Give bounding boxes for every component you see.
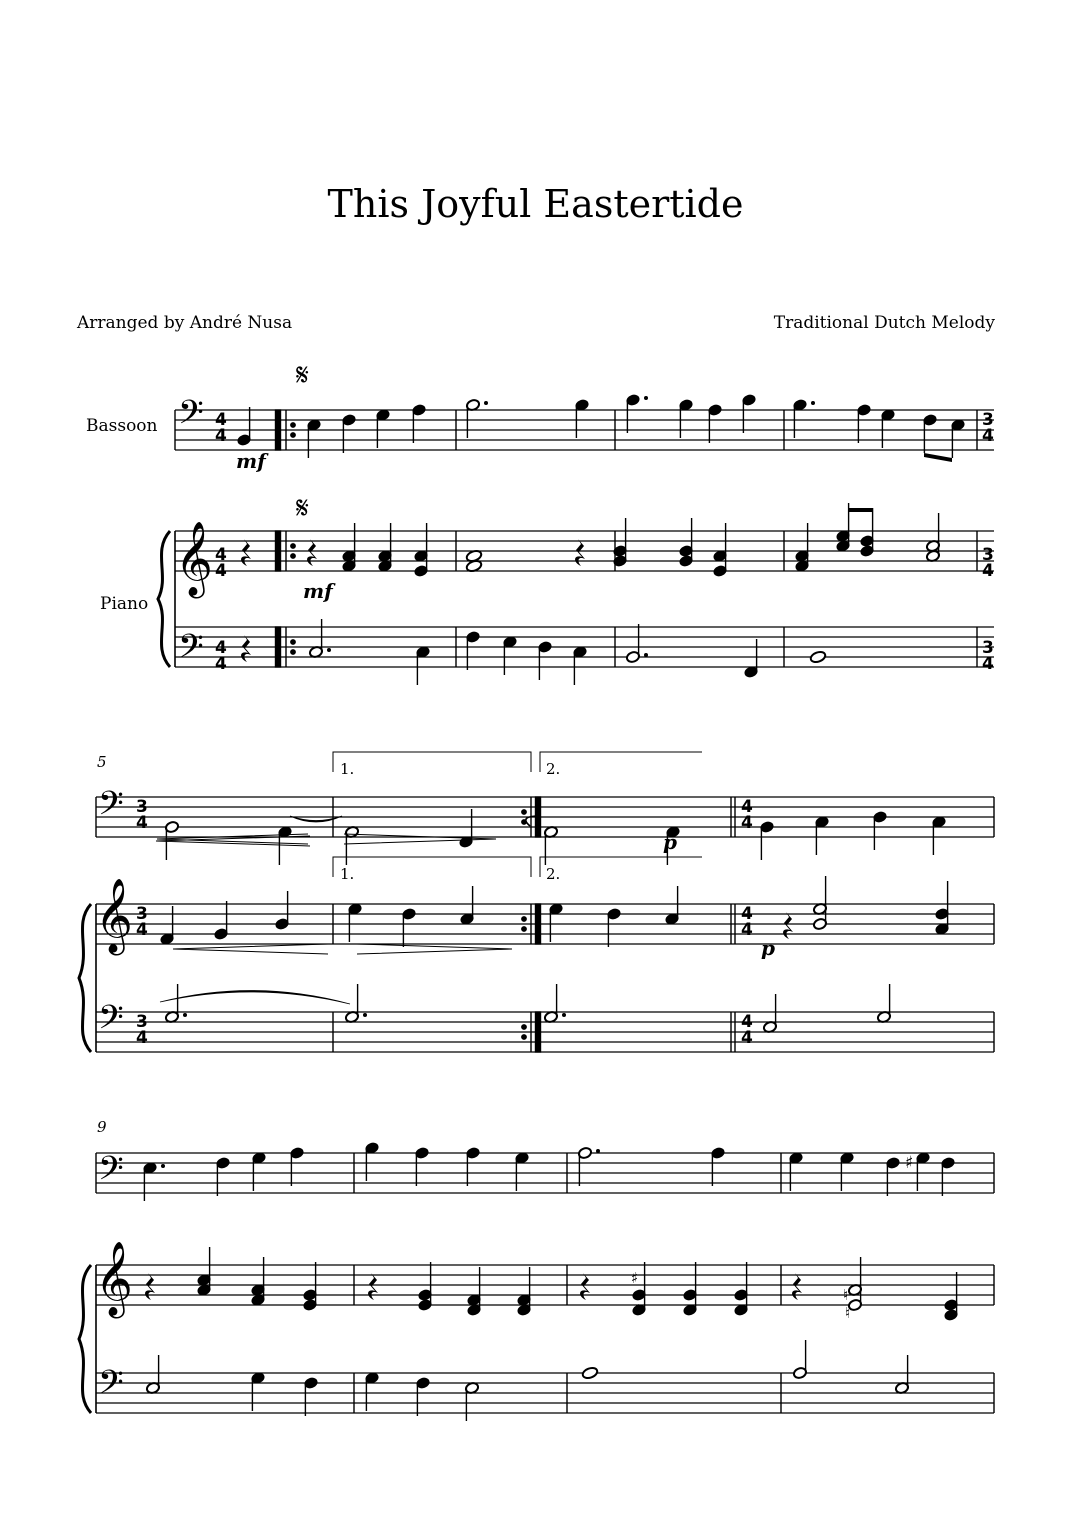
- time-sig-top: 3: [982, 638, 994, 658]
- quarter-rest: [145, 1273, 155, 1300]
- time-sig-bottom: 4: [741, 813, 753, 833]
- augmentation-dot: [644, 396, 648, 400]
- bass-clef: 𝄢: [178, 628, 204, 674]
- piano-brace: [79, 1265, 91, 1413]
- bassoon-label: Bassoon: [86, 416, 158, 436]
- barline-thick: [276, 627, 281, 667]
- volta-bracket: [333, 857, 531, 877]
- time-sig-bottom: 4: [136, 920, 148, 940]
- beam: [848, 508, 873, 512]
- arranger-credit: Arranged by André Nusa: [77, 313, 293, 333]
- quarter-rest: [575, 539, 585, 566]
- repeat-dot: [291, 554, 295, 558]
- time-sig-bottom: 4: [982, 426, 994, 446]
- augmentation-dot: [562, 1013, 566, 1017]
- augmentation-dot: [327, 648, 331, 652]
- quarter-rest: [792, 1273, 802, 1300]
- repeat-dot: [522, 927, 526, 931]
- quarter-rest: [783, 912, 793, 939]
- treble-clef: 𝄞: [175, 522, 213, 596]
- crescendo-hairpin: [173, 944, 328, 954]
- augmentation-dot: [161, 1164, 165, 1168]
- dynamic-p: p: [663, 830, 677, 854]
- bass-clef: 𝄢: [98, 1364, 124, 1410]
- volta-1-label: 1.: [340, 865, 355, 883]
- time-sig-bottom: 4: [741, 920, 753, 940]
- time-sig-top: 3: [982, 545, 994, 565]
- repeat-dot: [522, 1025, 526, 1029]
- time-sig-bottom: 4: [215, 654, 227, 674]
- barline-thick: [276, 410, 281, 450]
- measure-number-9: 9: [97, 1118, 107, 1136]
- notehead: [581, 1366, 598, 1380]
- sharp-sign: ♯: [634, 1301, 642, 1319]
- quarter-rest: [307, 539, 317, 566]
- repeat-dot: [291, 650, 295, 654]
- notes: [143, 394, 966, 1421]
- sharp-sign: ♯: [631, 1269, 639, 1287]
- dynamic-mf: mf: [303, 579, 333, 603]
- volta-bracket: [540, 752, 702, 772]
- piano-brace: [158, 531, 170, 667]
- time-sig-top: 3: [982, 410, 994, 430]
- score-title: This Joyful Eastertide: [327, 182, 744, 226]
- quarter-rest: [241, 635, 251, 662]
- notehead: [809, 650, 826, 664]
- treble-clef: 𝄞: [95, 879, 133, 953]
- time-sig-bottom: 4: [982, 654, 994, 674]
- time-sig-top: 3: [136, 904, 148, 924]
- decrescendo-hairpin: [357, 944, 512, 954]
- time-sig-top: 3: [136, 797, 148, 817]
- barline-thick: [536, 904, 541, 944]
- barline-thick: [276, 531, 281, 571]
- repeat-dot: [291, 433, 295, 437]
- volta-bracket: [333, 752, 531, 772]
- time-sig-top: 3: [136, 1012, 148, 1032]
- repeat-dot: [291, 640, 295, 644]
- quarter-rest: [368, 1273, 378, 1300]
- time-sig-bottom: 4: [215, 561, 227, 581]
- time-sig-top: 4: [215, 638, 227, 658]
- volta-1-label: 1.: [340, 760, 355, 778]
- augmentation-dot: [363, 1013, 367, 1017]
- beam: [924, 453, 952, 462]
- augmentation-dot: [183, 1013, 187, 1017]
- staff-lines: [96, 410, 994, 1413]
- barline-thick: [536, 797, 541, 837]
- volta-2-label: 2.: [546, 865, 561, 883]
- repeat-dot: [522, 917, 526, 921]
- quarter-rest: [241, 539, 251, 566]
- augmentation-dot: [811, 401, 815, 405]
- time-sig-bottom: 4: [136, 813, 148, 833]
- slur: [160, 990, 350, 1004]
- time-sig-bottom: 4: [982, 561, 994, 581]
- bass-clef: 𝄢: [178, 394, 204, 440]
- time-sig-bottom: 4: [741, 1028, 753, 1048]
- sharp-sign: ♯: [905, 1153, 914, 1173]
- treble-clef: 𝄞: [95, 1242, 133, 1316]
- volta-bracket: [540, 857, 702, 877]
- segno-sign: 𝄋: [296, 491, 309, 526]
- time-sig-top: 4: [215, 545, 227, 565]
- time-sig-top: 4: [741, 1012, 753, 1032]
- repeat-dot: [291, 423, 295, 427]
- repeat-dot: [522, 810, 526, 814]
- bass-clef: 𝄢: [98, 1150, 124, 1196]
- time-sig-bottom: 4: [215, 426, 227, 446]
- time-sig-top: 4: [215, 410, 227, 430]
- bass-clef: 𝄢: [98, 785, 124, 831]
- time-sig-top: 4: [741, 797, 753, 817]
- segno-sign: 𝄋: [296, 358, 309, 393]
- bass-clef: 𝄢: [98, 999, 124, 1045]
- volta-2-label: 2.: [546, 760, 561, 778]
- quarter-rest: [580, 1273, 590, 1300]
- measure-number-5: 5: [97, 753, 107, 771]
- dynamic-mf: mf: [236, 449, 266, 473]
- piano-brace: [79, 904, 91, 1052]
- time-sig-bottom: 4: [136, 1028, 148, 1048]
- augmentation-dot: [596, 1149, 600, 1153]
- repeat-dot: [291, 544, 295, 548]
- dynamic-p: p: [761, 936, 775, 960]
- time-sig-top: 4: [741, 904, 753, 924]
- natural-sign: ♮: [843, 1286, 849, 1304]
- repeat-dot: [522, 1035, 526, 1039]
- barline-thick: [536, 1012, 541, 1052]
- natural-sign: ♮: [845, 1304, 851, 1322]
- decrescendo-hairpin: [344, 834, 496, 844]
- composer-credit: Traditional Dutch Melody: [773, 313, 995, 333]
- piano-label: Piano: [100, 594, 149, 614]
- augmentation-dot: [644, 653, 648, 657]
- augmentation-dot: [484, 401, 488, 405]
